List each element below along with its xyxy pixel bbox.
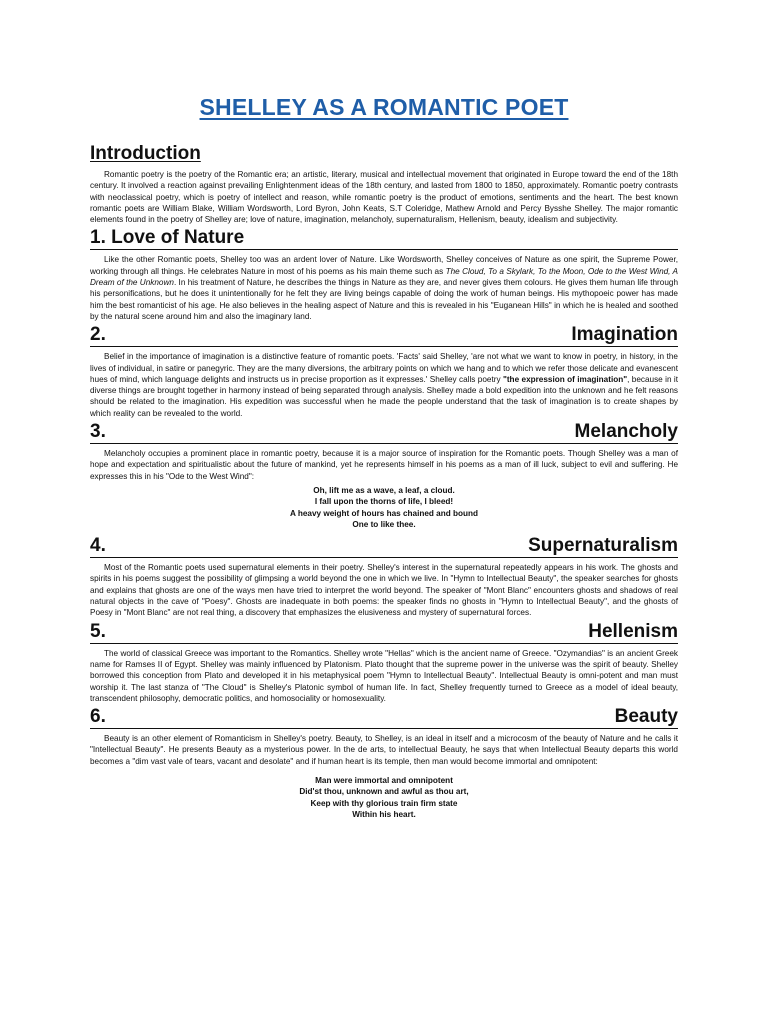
section-imagination (90, 325, 678, 419)
paragraph-introduction: Romantic poetry is the poetry of the Romantic era; an artistic, literary, musical and intellectual movement that originated in Europe toward the end of the 18th century. It involved a reaction against prevailing Enlightenment ideas of the 18th century, and lasted from 1800 to 1850, approximately. Romantic poetry contrasts with neoclassical poetry, which is poetry of intellect and reason, while romantic poetry is the product of emotions, sentiments and the heart. The best known romantic poets are William Blake, William Wordsworth, Lord Byron, John Keats, S.T Coleridge, Mathew Arnold and Percy Bysshe Shelley. The major romantic elements found in the poetry of Shelley are; love of nature, imagination, melancholy, supernaturalism, Hellenism, beauty, idealism and subjectivity. (90, 170, 678, 225)
verse-line: Keep with thy glorious train firm state (310, 798, 458, 808)
paragraph-beauty: Beauty is an other element of Romanticism in Shelley's poetry. Beauty, to Shelley, is an ideal in itself and a microcosm of the beauty of Nature and he calls it "Intellectual Beauty". He presents Beauty as a mysterious power. In the de arts, to intellectual Beauty, he says that when Intellectual Beauty departs this world becomes a "dim vast vale of tears, vacant and desolate" and if human heart is its temple, then man would become immortal and omnipotent: (90, 734, 678, 766)
page-title: SHELLEY AS A ROMANTIC POET (199, 94, 569, 120)
section-supernaturalism (90, 536, 678, 618)
heading-hellenism (90, 622, 678, 644)
paragraph-supernaturalism: Most of the Romantic poets used supernatural elements in their poetry. Shelley's interest in the supernatural repeatedly appears in his work. The ghosts and spirits in his poems suggest the possibility of glimpsing a world beyond the one in which we live. In "Hymn to Intellectual Beauty", the speaker searches for ghosts and explains that ghosts are one of the ways men have tried to interpret the world beyond. The speaker of "Mont Blanc" encounters ghosts and shadows of real natural objects in the cave of "Poesy". Ghosts are inadequate in both poems: the speaker finds no ghosts in "Hymn to Intellectual Beauty", and the ghosts of Poesy in "Mont Blanc" are not real thing, a discovery that emphasizes the elusiveness and mystery of supernatural forces. (90, 563, 678, 618)
heading-supernaturalism-name: Supernaturalism (528, 535, 678, 557)
heading-beauty (90, 707, 678, 729)
heading-melancholy-number: 3. (90, 421, 106, 443)
imagination-bold-quote: "the expression of imagination" (502, 374, 628, 384)
paragraph-hellenism: The world of classical Greece was important to the Romantics. Shelley wrote "Hellas" which is the ancient name of Greece. "Ozymandias" is an ancient Greek name for Ramses II of Egypt. Shelley was mainly influenced by Platonism. Plato thought that the supreme power in the universe was the spirit of beauty. Shelley borrowed this conception from Plato and developed it in his metaphysical poem "Hymn to Intellectual Beauty". Intellectual Beauty is omni-potent and man must worship it. The last stanza of "The Cloud" is Shelley's Platonic symbol of human life. In fact, Shelley frequently turned to Greece as a model of ideal beauty, transcendent philosophy, democratic politics, and homosociality or homosexuality. (90, 648, 678, 703)
heading-hellenism-number: 5. (90, 620, 106, 642)
heading-hellenism-name: Hellenism (588, 620, 678, 642)
heading-supernaturalism-number: 4. (90, 535, 106, 557)
imagination-text-b: , because in it diverse things are brought together in harmony instead of being separated through analysis. Shelley made a bold expedition into the unknown and he felt reasons should be related to the imagination. His expedition was successful when he made the people understand that the task of imagination is to create shapes by which reality can be revealed to the world. (90, 374, 679, 418)
heading-love-of-nature-text: 1. Love of Nature (90, 227, 245, 249)
heading-supernaturalism (90, 536, 678, 558)
verse-line: One to like thee. (352, 519, 416, 529)
paragraph-imagination (90, 351, 678, 419)
section-hellenism (90, 622, 678, 704)
paragraph-melancholy: Melancholy occupies a prominent place in romantic poetry, because it is a major source of inspiration for the Romantic poets. Though Shelley was a man of hope and expectation and spiritualistic about the future of mankind, yet he represents himself in his poems as a man of ill luck, subject to evil and suffering. He expresses this in his "Ode to the West Wind": (90, 449, 678, 481)
verse-melancholy (90, 485, 678, 530)
heading-imagination-number: 2. (90, 324, 106, 346)
verse-line: Man were immortal and omnipotent (315, 775, 453, 785)
verse-line: I fall upon the thorns of life, I bleed! (314, 497, 454, 507)
section-melancholy (90, 422, 678, 530)
nature-poem-titles: The Cloud, To a Skylark, To the Moon, Ode to the West Wind, A Dream of the Unknown (90, 266, 678, 288)
heading-beauty-number: 6. (90, 706, 106, 728)
heading-introduction: Introduction (90, 143, 201, 164)
verse-line: A heavy weight of hours has chained and bound (289, 508, 479, 518)
verse-line: Oh, lift me as a wave, a leaf, a cloud. (313, 485, 455, 495)
imagination-text-a: Belief in the importance of imagination is a distinctive feature of romantic poets. 'Facts' said Shelley, 'are not what we want to know in poetry, in history, in the lives of individual, in satire or panegyric. They are the many diversions, the arbitrary points on which we hang and to which we refer those delicate and evanescent hues of mind, which language delights and instructs us in precise proportion as it expresses.' Shelley calls poetry (90, 352, 678, 384)
verse-line: Within his heart. (352, 809, 416, 819)
heading-melancholy-name: Melancholy (574, 421, 678, 443)
heading-melancholy (90, 422, 678, 444)
verse-beauty (90, 775, 678, 820)
verse-line: Did'st thou, unknown and awful as thou art, (299, 787, 469, 797)
nature-text-b: . In his treatment of Nature, he describes the things in Nature as they are, and never gives them colours. He gives them human life through his personifications, but he does it unintentionally for he felt they are living beings capable of doing the work of human beings. His mythopoeic power has made him the best romanticist of his age. He also believes in the healing aspect of Nature and this is revealed in his "Euganean Hills" in which he is healed and soothed by the natural scene around him and also the imaginary land. (90, 278, 679, 321)
paragraph-love-of-nature (90, 254, 678, 322)
heading-imagination-name: Imagination (571, 324, 678, 346)
nature-text-a: Like the other Romantic poets, Shelley too was an ardent lover of Nature. Like Wordsworth, Shelley conceives of Nature as one spirit, the Supreme Power, working through all things. He celebrates Nature in most of his poems as his main theme such as (90, 255, 678, 276)
heading-imagination (90, 325, 678, 347)
section-introduction (90, 143, 678, 225)
section-love-of-nature (90, 228, 678, 322)
heading-love-of-nature (90, 228, 678, 250)
heading-beauty-name: Beauty (614, 706, 678, 728)
section-beauty (90, 707, 678, 820)
